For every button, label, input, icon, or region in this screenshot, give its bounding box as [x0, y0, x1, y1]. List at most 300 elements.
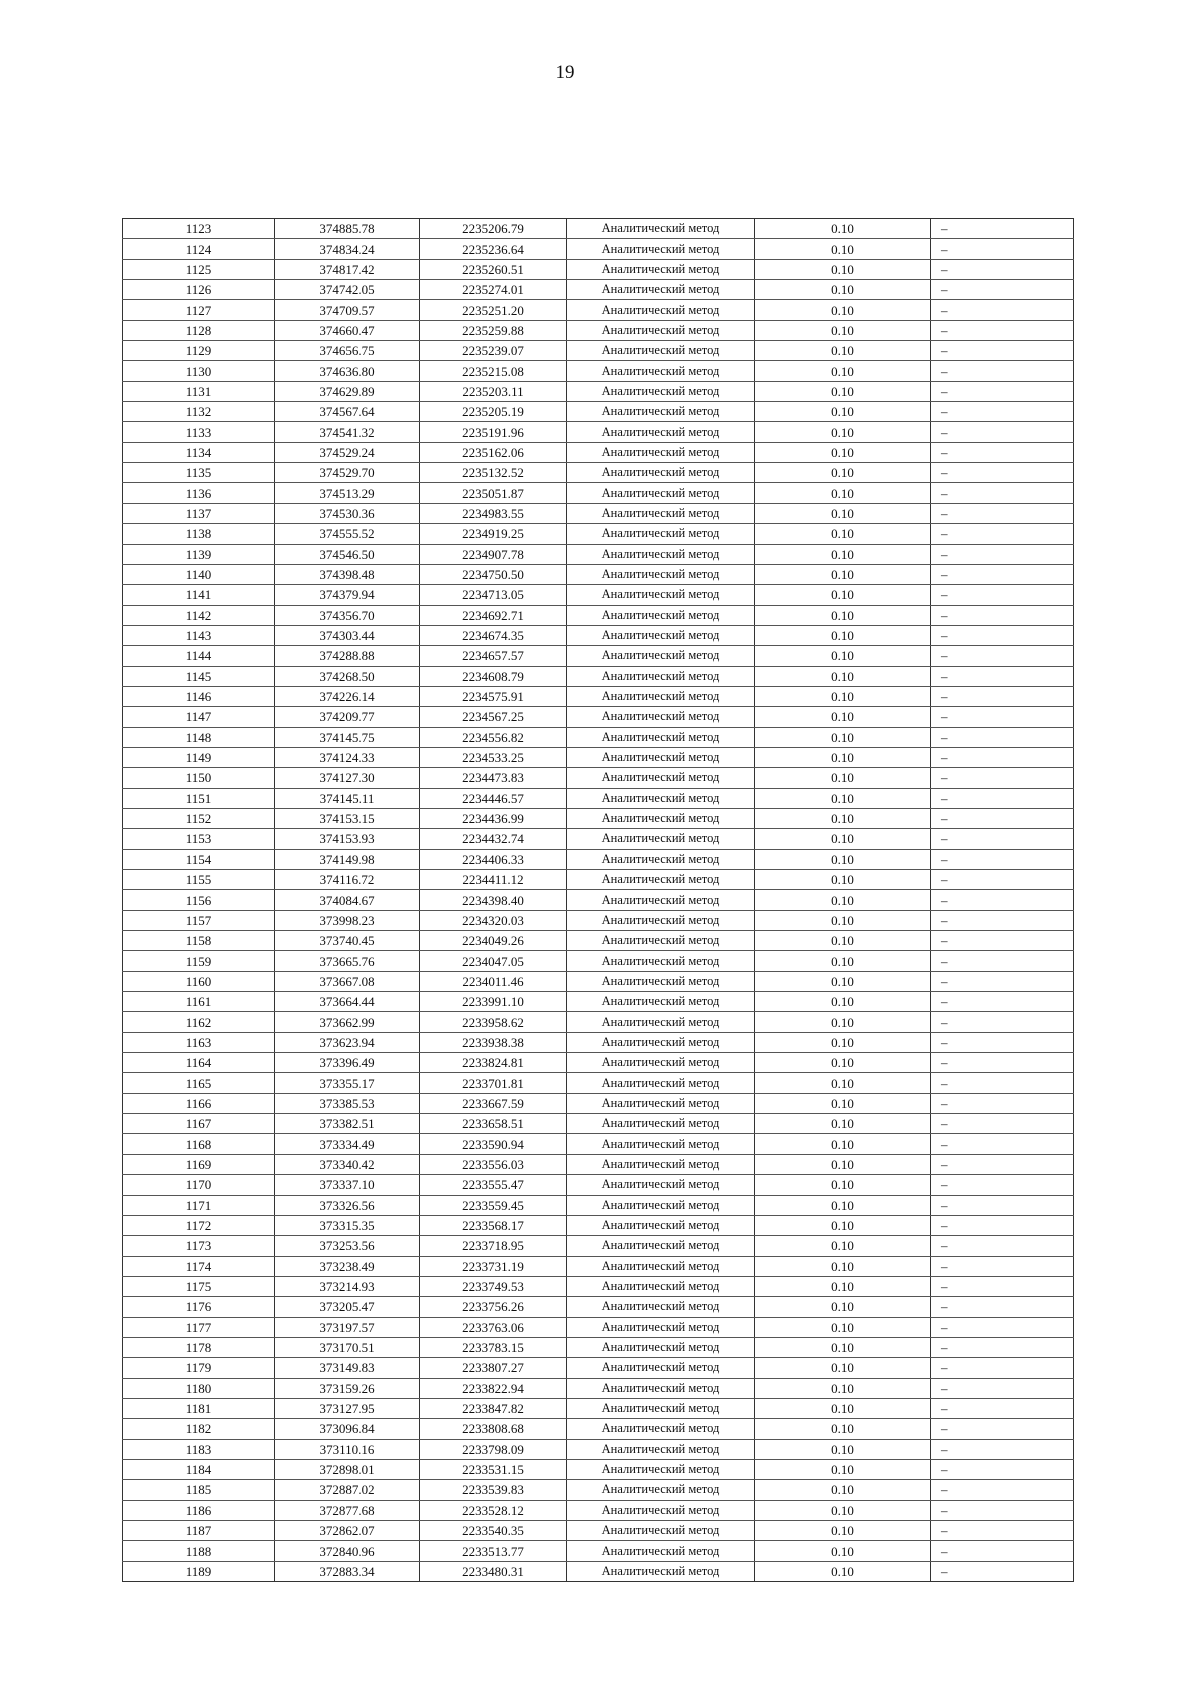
- table-row: [123, 1297, 1074, 1317]
- table-row: [123, 1073, 1074, 1093]
- method-cell: Аналитический метод: [567, 910, 755, 930]
- y-coordinate-cell: 2233798.09: [420, 1439, 567, 1459]
- point-number-cell: 1158: [123, 931, 275, 951]
- method-cell: Аналитический метод: [567, 239, 755, 259]
- point-number-cell: 1161: [123, 992, 275, 1012]
- note-cell: –: [931, 442, 1074, 462]
- point-number-cell: 1125: [123, 259, 275, 279]
- accuracy-cell: 0.10: [755, 1093, 931, 1113]
- point-number-cell: 1177: [123, 1317, 275, 1337]
- y-coordinate-cell: 2234473.83: [420, 768, 567, 788]
- accuracy-cell: 0.10: [755, 707, 931, 727]
- x-coordinate-cell: 372862.07: [275, 1521, 420, 1541]
- accuracy-cell: 0.10: [755, 747, 931, 767]
- note-cell: –: [931, 727, 1074, 747]
- note-cell: –: [931, 422, 1074, 442]
- table-row: [123, 1317, 1074, 1337]
- table-row: [123, 1561, 1074, 1581]
- accuracy-cell: 0.10: [755, 1398, 931, 1418]
- point-number-cell: 1155: [123, 870, 275, 890]
- y-coordinate-cell: 2234657.57: [420, 646, 567, 666]
- method-cell: Аналитический метод: [567, 1500, 755, 1520]
- note-cell: –: [931, 1175, 1074, 1195]
- y-coordinate-cell: 2234556.82: [420, 727, 567, 747]
- y-coordinate-cell: 2235236.64: [420, 239, 567, 259]
- method-cell: Аналитический метод: [567, 829, 755, 849]
- accuracy-cell: 0.10: [755, 1175, 931, 1195]
- accuracy-cell: 0.10: [755, 788, 931, 808]
- y-coordinate-cell: 2234406.33: [420, 849, 567, 869]
- method-cell: Аналитический метод: [567, 361, 755, 381]
- point-number-cell: 1173: [123, 1236, 275, 1256]
- point-number-cell: 1165: [123, 1073, 275, 1093]
- y-coordinate-cell: 2233528.12: [420, 1500, 567, 1520]
- method-cell: Аналитический метод: [567, 381, 755, 401]
- table-row: [123, 259, 1074, 279]
- x-coordinate-cell: 374356.70: [275, 605, 420, 625]
- method-cell: Аналитический метод: [567, 625, 755, 645]
- point-number-cell: 1153: [123, 829, 275, 849]
- table-row: [123, 1236, 1074, 1256]
- point-number-cell: 1130: [123, 361, 275, 381]
- point-number-cell: 1160: [123, 971, 275, 991]
- note-cell: –: [931, 280, 1074, 300]
- x-coordinate-cell: 373214.93: [275, 1276, 420, 1296]
- method-cell: Аналитический метод: [567, 544, 755, 564]
- method-cell: Аналитический метод: [567, 341, 755, 361]
- point-number-cell: 1185: [123, 1480, 275, 1500]
- note-cell: –: [931, 1195, 1074, 1215]
- accuracy-cell: 0.10: [755, 992, 931, 1012]
- y-coordinate-cell: 2233540.35: [420, 1521, 567, 1541]
- note-cell: –: [931, 1012, 1074, 1032]
- y-coordinate-cell: 2233938.38: [420, 1032, 567, 1052]
- x-coordinate-cell: 374530.36: [275, 503, 420, 523]
- table-row: [123, 951, 1074, 971]
- method-cell: Аналитический метод: [567, 951, 755, 971]
- point-number-cell: 1164: [123, 1053, 275, 1073]
- accuracy-cell: 0.10: [755, 442, 931, 462]
- y-coordinate-cell: 2233718.95: [420, 1236, 567, 1256]
- y-coordinate-cell: 2233991.10: [420, 992, 567, 1012]
- accuracy-cell: 0.10: [755, 768, 931, 788]
- accuracy-cell: 0.10: [755, 1337, 931, 1357]
- point-number-cell: 1146: [123, 686, 275, 706]
- table-row: [123, 1521, 1074, 1541]
- x-coordinate-cell: 372887.02: [275, 1480, 420, 1500]
- method-cell: Аналитический метод: [567, 747, 755, 767]
- accuracy-cell: 0.10: [755, 1195, 931, 1215]
- point-number-cell: 1179: [123, 1358, 275, 1378]
- method-cell: Аналитический метод: [567, 320, 755, 340]
- note-cell: –: [931, 1398, 1074, 1418]
- table-row: [123, 890, 1074, 910]
- x-coordinate-cell: 373998.23: [275, 910, 420, 930]
- accuracy-cell: 0.10: [755, 1500, 931, 1520]
- point-number-cell: 1142: [123, 605, 275, 625]
- accuracy-cell: 0.10: [755, 503, 931, 523]
- table-row: [123, 971, 1074, 991]
- method-cell: Аналитический метод: [567, 1297, 755, 1317]
- y-coordinate-cell: 2233513.77: [420, 1541, 567, 1561]
- x-coordinate-cell: 374529.24: [275, 442, 420, 462]
- x-coordinate-cell: 374209.77: [275, 707, 420, 727]
- x-coordinate-cell: 373205.47: [275, 1297, 420, 1317]
- note-cell: –: [931, 808, 1074, 828]
- method-cell: Аналитический метод: [567, 666, 755, 686]
- point-number-cell: 1129: [123, 341, 275, 361]
- x-coordinate-cell: 374153.15: [275, 808, 420, 828]
- method-cell: Аналитический метод: [567, 585, 755, 605]
- y-coordinate-cell: 2234436.99: [420, 808, 567, 828]
- method-cell: Аналитический метод: [567, 686, 755, 706]
- y-coordinate-cell: 2234750.50: [420, 564, 567, 584]
- x-coordinate-cell: 374546.50: [275, 544, 420, 564]
- x-coordinate-cell: 374084.67: [275, 890, 420, 910]
- point-number-cell: 1133: [123, 422, 275, 442]
- table-row: [123, 666, 1074, 686]
- accuracy-cell: 0.10: [755, 1541, 931, 1561]
- note-cell: –: [931, 219, 1074, 239]
- accuracy-cell: 0.10: [755, 1358, 931, 1378]
- note-cell: –: [931, 1419, 1074, 1439]
- y-coordinate-cell: 2233658.51: [420, 1114, 567, 1134]
- x-coordinate-cell: 373127.95: [275, 1398, 420, 1418]
- method-cell: Аналитический метод: [567, 1541, 755, 1561]
- x-coordinate-cell: 374709.57: [275, 300, 420, 320]
- accuracy-cell: 0.10: [755, 300, 931, 320]
- point-number-cell: 1151: [123, 788, 275, 808]
- x-coordinate-cell: 374541.32: [275, 422, 420, 442]
- method-cell: Аналитический метод: [567, 1236, 755, 1256]
- method-cell: Аналитический метод: [567, 1195, 755, 1215]
- y-coordinate-cell: 2234049.26: [420, 931, 567, 951]
- point-number-cell: 1172: [123, 1215, 275, 1235]
- accuracy-cell: 0.10: [755, 564, 931, 584]
- y-coordinate-cell: 2234919.25: [420, 524, 567, 544]
- y-coordinate-cell: 2233822.94: [420, 1378, 567, 1398]
- y-coordinate-cell: 2234692.71: [420, 605, 567, 625]
- table-row: [123, 1419, 1074, 1439]
- table-row: [123, 585, 1074, 605]
- x-coordinate-cell: 372883.34: [275, 1561, 420, 1581]
- note-cell: –: [931, 1154, 1074, 1174]
- accuracy-cell: 0.10: [755, 1297, 931, 1317]
- note-cell: –: [931, 1521, 1074, 1541]
- note-cell: –: [931, 1032, 1074, 1052]
- accuracy-cell: 0.10: [755, 1114, 931, 1134]
- note-cell: –: [931, 707, 1074, 727]
- y-coordinate-cell: 2235251.20: [420, 300, 567, 320]
- method-cell: Аналитический метод: [567, 503, 755, 523]
- x-coordinate-cell: 374145.11: [275, 788, 420, 808]
- point-number-cell: 1127: [123, 300, 275, 320]
- table-row: [123, 361, 1074, 381]
- note-cell: –: [931, 1134, 1074, 1154]
- x-coordinate-cell: 373662.99: [275, 1012, 420, 1032]
- point-number-cell: 1137: [123, 503, 275, 523]
- point-number-cell: 1175: [123, 1276, 275, 1296]
- point-number-cell: 1168: [123, 1134, 275, 1154]
- y-coordinate-cell: 2234398.40: [420, 890, 567, 910]
- table-row: [123, 727, 1074, 747]
- table-row: [123, 239, 1074, 259]
- note-cell: –: [931, 503, 1074, 523]
- method-cell: Аналитический метод: [567, 280, 755, 300]
- point-number-cell: 1126: [123, 280, 275, 300]
- table-row: [123, 1114, 1074, 1134]
- y-coordinate-cell: 2233539.83: [420, 1480, 567, 1500]
- method-cell: Аналитический метод: [567, 1256, 755, 1276]
- y-coordinate-cell: 2235191.96: [420, 422, 567, 442]
- y-coordinate-cell: 2234411.12: [420, 870, 567, 890]
- accuracy-cell: 0.10: [755, 1561, 931, 1581]
- note-cell: –: [931, 849, 1074, 869]
- table-row: [123, 625, 1074, 645]
- method-cell: Аналитический метод: [567, 1073, 755, 1093]
- table-row: [123, 849, 1074, 869]
- x-coordinate-cell: 373096.84: [275, 1419, 420, 1439]
- table-row: [123, 1134, 1074, 1154]
- note-cell: –: [931, 788, 1074, 808]
- accuracy-cell: 0.10: [755, 239, 931, 259]
- point-number-cell: 1140: [123, 564, 275, 584]
- x-coordinate-cell: 374834.24: [275, 239, 420, 259]
- x-coordinate-cell: 374660.47: [275, 320, 420, 340]
- table-row: [123, 564, 1074, 584]
- y-coordinate-cell: 2233756.26: [420, 1297, 567, 1317]
- point-number-cell: 1159: [123, 951, 275, 971]
- method-cell: Аналитический метод: [567, 768, 755, 788]
- x-coordinate-cell: 374656.75: [275, 341, 420, 361]
- note-cell: –: [931, 564, 1074, 584]
- x-coordinate-cell: 374513.29: [275, 483, 420, 503]
- accuracy-cell: 0.10: [755, 951, 931, 971]
- accuracy-cell: 0.10: [755, 280, 931, 300]
- method-cell: Аналитический метод: [567, 1459, 755, 1479]
- table-row: [123, 300, 1074, 320]
- table-row: [123, 646, 1074, 666]
- y-coordinate-cell: 2234432.74: [420, 829, 567, 849]
- coordinates-table: [122, 218, 1074, 1582]
- accuracy-cell: 0.10: [755, 646, 931, 666]
- point-number-cell: 1178: [123, 1337, 275, 1357]
- accuracy-cell: 0.10: [755, 259, 931, 279]
- point-number-cell: 1187: [123, 1521, 275, 1541]
- note-cell: –: [931, 951, 1074, 971]
- note-cell: –: [931, 544, 1074, 564]
- x-coordinate-cell: 372840.96: [275, 1541, 420, 1561]
- method-cell: Аналитический метод: [567, 707, 755, 727]
- method-cell: Аналитический метод: [567, 890, 755, 910]
- y-coordinate-cell: 2233590.94: [420, 1134, 567, 1154]
- method-cell: Аналитический метод: [567, 1337, 755, 1357]
- y-coordinate-cell: 2234713.05: [420, 585, 567, 605]
- accuracy-cell: 0.10: [755, 483, 931, 503]
- table-row: [123, 219, 1074, 239]
- x-coordinate-cell: 374145.75: [275, 727, 420, 747]
- accuracy-cell: 0.10: [755, 402, 931, 422]
- table-row: [123, 1053, 1074, 1073]
- note-cell: –: [931, 483, 1074, 503]
- accuracy-cell: 0.10: [755, 1032, 931, 1052]
- note-cell: –: [931, 1358, 1074, 1378]
- note-cell: –: [931, 1236, 1074, 1256]
- table-row: [123, 1541, 1074, 1561]
- x-coordinate-cell: 373385.53: [275, 1093, 420, 1113]
- note-cell: –: [931, 1256, 1074, 1276]
- x-coordinate-cell: 374567.64: [275, 402, 420, 422]
- accuracy-cell: 0.10: [755, 1215, 931, 1235]
- x-coordinate-cell: 373326.56: [275, 1195, 420, 1215]
- accuracy-cell: 0.10: [755, 849, 931, 869]
- y-coordinate-cell: 2234674.35: [420, 625, 567, 645]
- y-coordinate-cell: 2233958.62: [420, 1012, 567, 1032]
- x-coordinate-cell: 374629.89: [275, 381, 420, 401]
- y-coordinate-cell: 2235260.51: [420, 259, 567, 279]
- note-cell: –: [931, 1337, 1074, 1357]
- table-row: [123, 1175, 1074, 1195]
- note-cell: –: [931, 1073, 1074, 1093]
- note-cell: –: [931, 381, 1074, 401]
- point-number-cell: 1147: [123, 707, 275, 727]
- x-coordinate-cell: 373623.94: [275, 1032, 420, 1052]
- note-cell: –: [931, 1093, 1074, 1113]
- point-number-cell: 1167: [123, 1114, 275, 1134]
- y-coordinate-cell: 2234047.05: [420, 951, 567, 971]
- note-cell: –: [931, 259, 1074, 279]
- point-number-cell: 1123: [123, 219, 275, 239]
- x-coordinate-cell: 374555.52: [275, 524, 420, 544]
- x-coordinate-cell: 374303.44: [275, 625, 420, 645]
- accuracy-cell: 0.10: [755, 1276, 931, 1296]
- page-number: 19: [555, 62, 575, 83]
- note-cell: –: [931, 1439, 1074, 1459]
- y-coordinate-cell: 2235132.52: [420, 463, 567, 483]
- method-cell: Аналитический метод: [567, 1521, 755, 1541]
- accuracy-cell: 0.10: [755, 808, 931, 828]
- x-coordinate-cell: 374116.72: [275, 870, 420, 890]
- point-number-cell: 1169: [123, 1154, 275, 1174]
- note-cell: –: [931, 463, 1074, 483]
- table-row: [123, 381, 1074, 401]
- accuracy-cell: 0.10: [755, 727, 931, 747]
- note-cell: –: [931, 625, 1074, 645]
- point-number-cell: 1171: [123, 1195, 275, 1215]
- accuracy-cell: 0.10: [755, 219, 931, 239]
- method-cell: Аналитический метод: [567, 219, 755, 239]
- accuracy-cell: 0.10: [755, 361, 931, 381]
- point-number-cell: 1182: [123, 1419, 275, 1439]
- accuracy-cell: 0.10: [755, 585, 931, 605]
- accuracy-cell: 0.10: [755, 1053, 931, 1073]
- table-row: [123, 1480, 1074, 1500]
- y-coordinate-cell: 2233807.27: [420, 1358, 567, 1378]
- accuracy-cell: 0.10: [755, 1134, 931, 1154]
- accuracy-cell: 0.10: [755, 1378, 931, 1398]
- note-cell: –: [931, 768, 1074, 788]
- x-coordinate-cell: 373396.49: [275, 1053, 420, 1073]
- note-cell: –: [931, 341, 1074, 361]
- x-coordinate-cell: 374529.70: [275, 463, 420, 483]
- y-coordinate-cell: 2235259.88: [420, 320, 567, 340]
- table-row: [123, 1032, 1074, 1052]
- method-cell: Аналитический метод: [567, 1175, 755, 1195]
- accuracy-cell: 0.10: [755, 1236, 931, 1256]
- note-cell: –: [931, 361, 1074, 381]
- x-coordinate-cell: 372877.68: [275, 1500, 420, 1520]
- method-cell: Аналитический метод: [567, 1378, 755, 1398]
- accuracy-cell: 0.10: [755, 1317, 931, 1337]
- point-number-cell: 1138: [123, 524, 275, 544]
- y-coordinate-cell: 2233808.68: [420, 1419, 567, 1439]
- table-row: [123, 402, 1074, 422]
- point-number-cell: 1157: [123, 910, 275, 930]
- note-cell: –: [931, 1561, 1074, 1581]
- point-number-cell: 1124: [123, 239, 275, 259]
- y-coordinate-cell: 2234320.03: [420, 910, 567, 930]
- y-coordinate-cell: 2233555.47: [420, 1175, 567, 1195]
- table-row: [123, 544, 1074, 564]
- x-coordinate-cell: 374398.48: [275, 564, 420, 584]
- y-coordinate-cell: 2234446.57: [420, 788, 567, 808]
- y-coordinate-cell: 2234567.25: [420, 707, 567, 727]
- method-cell: Аналитический метод: [567, 1480, 755, 1500]
- accuracy-cell: 0.10: [755, 341, 931, 361]
- table-row: [123, 910, 1074, 930]
- method-cell: Аналитический метод: [567, 1419, 755, 1439]
- note-cell: –: [931, 402, 1074, 422]
- x-coordinate-cell: 373665.76: [275, 951, 420, 971]
- point-number-cell: 1154: [123, 849, 275, 869]
- accuracy-cell: 0.10: [755, 422, 931, 442]
- x-coordinate-cell: 374817.42: [275, 259, 420, 279]
- method-cell: Аналитический метод: [567, 259, 755, 279]
- method-cell: Аналитический метод: [567, 1134, 755, 1154]
- table-row: [123, 1195, 1074, 1215]
- method-cell: Аналитический метод: [567, 646, 755, 666]
- point-number-cell: 1163: [123, 1032, 275, 1052]
- table-row: [123, 1500, 1074, 1520]
- y-coordinate-cell: 2233824.81: [420, 1053, 567, 1073]
- note-cell: –: [931, 300, 1074, 320]
- point-number-cell: 1145: [123, 666, 275, 686]
- method-cell: Аналитический метод: [567, 1114, 755, 1134]
- method-cell: Аналитический метод: [567, 1012, 755, 1032]
- accuracy-cell: 0.10: [755, 686, 931, 706]
- x-coordinate-cell: 374379.94: [275, 585, 420, 605]
- method-cell: Аналитический метод: [567, 1439, 755, 1459]
- table-row: [123, 442, 1074, 462]
- accuracy-cell: 0.10: [755, 666, 931, 686]
- y-coordinate-cell: 2233701.81: [420, 1073, 567, 1093]
- point-number-cell: 1136: [123, 483, 275, 503]
- x-coordinate-cell: 374268.50: [275, 666, 420, 686]
- x-coordinate-cell: 374127.30: [275, 768, 420, 788]
- x-coordinate-cell: 373355.17: [275, 1073, 420, 1093]
- point-number-cell: 1181: [123, 1398, 275, 1418]
- note-cell: –: [931, 1297, 1074, 1317]
- table-row: [123, 1093, 1074, 1113]
- table-body: [123, 219, 1074, 1582]
- accuracy-cell: 0.10: [755, 381, 931, 401]
- y-coordinate-cell: 2233749.53: [420, 1276, 567, 1296]
- y-coordinate-cell: 2235215.08: [420, 361, 567, 381]
- table-row: [123, 1276, 1074, 1296]
- point-number-cell: 1149: [123, 747, 275, 767]
- point-number-cell: 1162: [123, 1012, 275, 1032]
- point-number-cell: 1188: [123, 1541, 275, 1561]
